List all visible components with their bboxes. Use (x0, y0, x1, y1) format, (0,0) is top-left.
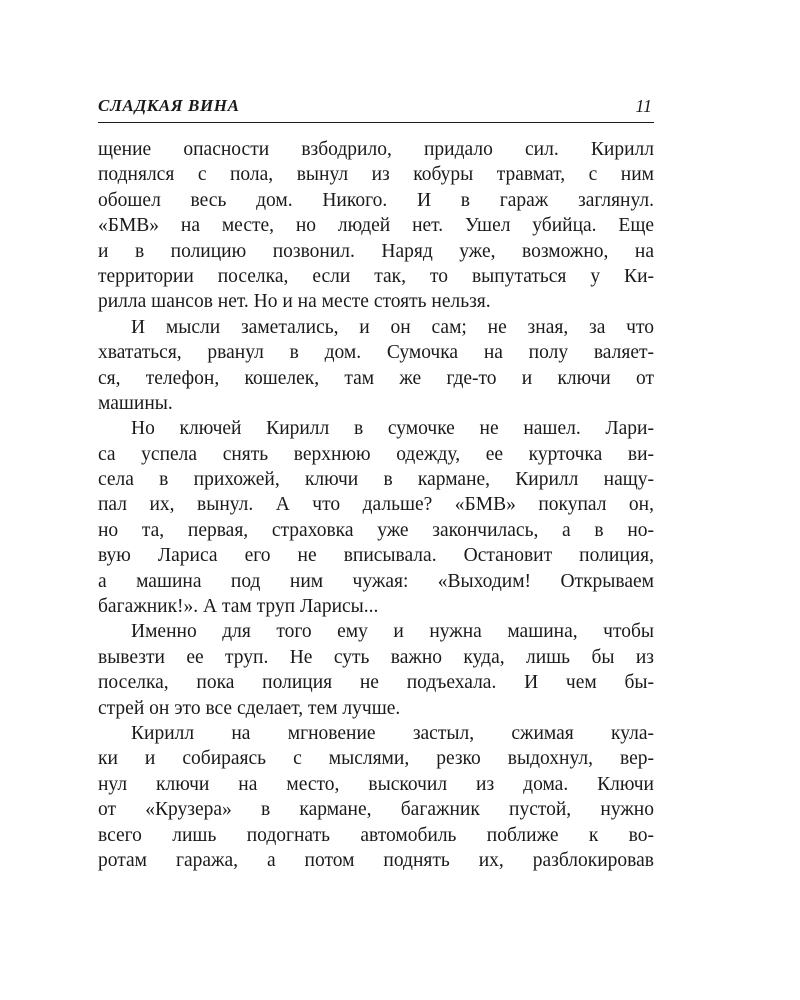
text-line: Кирилл на мгновение застыл, сжимая кула- (131, 722, 654, 744)
text-line: поднялся с пола, вынул из кобуры травмат, с ним (98, 164, 654, 186)
text-line: но та, первая, страховка уже закончилась, а в но- (98, 519, 654, 541)
text-line: машины. (98, 392, 173, 414)
running-header-title: СЛАДКАЯ ВИНА (98, 96, 240, 115)
text-line: щение опасности взбодрило, придало сил. Кирилл (98, 139, 654, 160)
text-line: вую Лариса его не вписывала. Остановит полиция, (98, 545, 654, 567)
text-line: а машина под ним чужая: «Выходим! Открываем (98, 570, 654, 592)
text-line: ротам гаража, а потом поднять их, разблокировав (98, 849, 654, 871)
text-line: вывезти ее труп. Не суть важно куда, лишь бы из (98, 646, 654, 668)
text-line: пал их, вынул. А что дальше? «БМВ» покупал он, (98, 494, 654, 516)
text-line: Но ключей Кирилл в сумочке не нашел. Лари- (131, 418, 654, 440)
running-header (98, 94, 654, 123)
text-line: ся, телефон, кошелек, там же где-то и ключи от (98, 367, 654, 389)
text-line: И мысли заметались, и он сам; не зная, за что (131, 316, 654, 338)
text-line: обошел весь дом. Никого. И в гараж заглянул. (98, 189, 654, 211)
text-line: нул ключи на место, выскочил из дома. Ключи (98, 773, 654, 795)
body-text (98, 137, 654, 873)
text-line: от «Крузера» в кармане, багажник пустой, нужно (98, 799, 654, 821)
text-line: и в полицию позвонил. Наряд уже, возможно, на (98, 240, 654, 262)
text-line: хвататься, рванул в дом. Сумочка на полу валяет- (98, 342, 654, 364)
text-line: поселка, пока полиция не подъехала. И чем бы- (98, 672, 654, 694)
page-number: 11 (635, 96, 652, 116)
text-line: рилла шансов нет. Но и на месте стоять нельзя. (98, 291, 491, 313)
text-line: территории поселка, если так, то выпутаться у Ки- (98, 265, 654, 287)
text-line: «БМВ» на месте, но людей нет. Ушел убийца. Еще (98, 215, 654, 237)
text-line: Именно для того ему и нужна машина, чтобы (131, 621, 654, 643)
text-line: стрей он это все сделает, тем лучше. (98, 697, 401, 719)
text-line: багажник!». А там труп Ларисы... (98, 596, 379, 618)
text-line: всего лишь подогнать автомобиль поближе к во- (98, 824, 654, 846)
text-line: села в прихожей, ключи в кармане, Кирилл нащу- (98, 469, 654, 491)
text-line: ки и собираясь с мыслями, резко выдохнул, вер- (98, 748, 654, 770)
text-line: са успела снять верхнюю одежду, ее курточка ви- (98, 443, 654, 465)
